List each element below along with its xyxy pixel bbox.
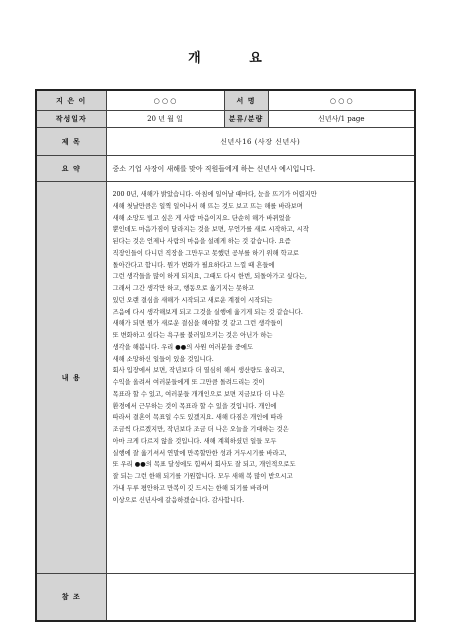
author-row: [36, 90, 415, 111]
content-line: 그런 생각들을 많이 하게 되지요, 그때도 다시 한번, 되돌아가고 싶다는,: [112, 273, 307, 281]
reference-row: [36, 574, 415, 622]
content-line: 이상으로 신년사에 갈음하겠습니다. 감사합니다.: [112, 496, 245, 504]
document-heading: 개 요: [188, 51, 284, 66]
content-line: 생각을 해봅니다. 우리 ●●의 사원 여러분들 중에도: [112, 343, 254, 351]
content-line: 환경에서 근무하는 것이 목표라 할 수 있을 것입니다. 개인에: [112, 402, 277, 410]
content-line: 수익을 올려서 여러분들에게 또 그만큼 돌려드리는 것이: [112, 379, 265, 386]
content-line: 또 변화하고 싶다는 욕구를 불러일으키는 것은 아닌가 하는: [112, 332, 273, 339]
content-line: 실행에 잘 옮기셔서 연말에 만족할만한 성과 거두시기를 바라고,: [112, 449, 287, 457]
content-line: 가내 두루 평안하고 만복이 깃 드시는 한해 되기를 바라며: [112, 484, 269, 492]
content-line: 직장인들이 다니던 직장을 그만두고 못했던 공부를 하기 위해 학교로: [112, 249, 299, 257]
content-line: 돌아간다고 합니다. 뭔가 변화가 필요하다고 느낄 때 흔들에: [112, 261, 275, 269]
content-line: 또 우리 ●●의 목표 달성에도 힘써서 회사도 잘 되고, 개인적으로도: [112, 461, 296, 469]
signature-label: 서 명: [224, 90, 268, 111]
category-label: 분류/분량: [224, 111, 268, 128]
summary-form-table: [35, 89, 416, 622]
content-line: 새해 소망하신 일들이 있을 것입니다.: [112, 355, 214, 363]
content-label: 내 용: [36, 182, 106, 574]
content-line: 새해 첫날만큼은 일찍 일어나서 해 뜨는 것도 보고 뜨는 해를 바라보며: [112, 202, 303, 210]
subject-label: 제 목: [36, 128, 106, 156]
reference-value: [106, 574, 415, 622]
content-body: [106, 182, 415, 574]
category-value: 신년사/1 page: [268, 111, 415, 128]
content-line: 된다는 것은 언제나 사람의 마음을 설레게 하는 것 같습니다. 요즘: [112, 238, 291, 245]
content-line: 새해 소망도 빌고 싶은 게 사람 마음이지요. 단순히 해가 바뀌었을: [112, 214, 291, 222]
content-line: 아마 크게 다르지 않을 것입니다. 새해 계획하셨던 일들 모두: [112, 437, 277, 445]
date-label: 작성일자: [36, 111, 106, 128]
content-line: 있던 오랜 결심을 새해가 시작되고 새로운 계절이 시작되는: [112, 296, 273, 304]
content-line: 잘 되는 그런 한해 되기를 기원합니다. 모두 새해 복 많이 받으시고: [112, 473, 293, 480]
content-row: [36, 182, 415, 574]
content-lines: [113, 189, 409, 506]
reference-label: 참 조: [36, 574, 106, 622]
summary-value: 중소 기업 사장이 새해를 맞아 직원들에게 하는 신년사 예시입니다.: [106, 156, 415, 182]
summary-row: [36, 156, 415, 182]
date-row: [36, 111, 415, 128]
content-line: 목표라 할 수 있고, 여러분들 개개인으로 보면 지금보다 더 나은: [112, 390, 285, 398]
subject-value: 신년사16 (사장 신년사): [106, 128, 415, 156]
content-line: 조금씩 다르겠지만, 작년보다 조금 더 나은 오늘을 기대하는 것은: [112, 426, 289, 433]
author-value: ○ ○ ○: [106, 90, 224, 111]
content-line: 그래서 그간 생각만 하고, 행동으로 옮기지는 못하고: [112, 285, 255, 292]
signature-value: ○ ○ ○: [268, 90, 415, 111]
author-label: 지 은 이: [36, 90, 106, 111]
content-line: 새해가 되면 뭔가 새로운 결심을 해야할 것 같고 그런 생각들이: [112, 320, 283, 328]
subject-row: [36, 128, 415, 156]
content-line: 회사 입장에서 보면, 작년보다 더 열심히 해서 생산량도 올리고,: [112, 367, 285, 375]
content-line: 200 0년, 새해가 밝았습니다. 아침에 일어날 때마다, 눈을 뜨기가 어렵지만: [112, 191, 317, 198]
content-line: 뿐인데도 마음가짐이 달라지는 것을 보면, 무언가를 새로 시작하고, 시작: [112, 226, 309, 234]
date-value: 20 년 월 일: [106, 111, 224, 128]
content-line: 즈음에 다시 생각해보게 되고 그것을 실행에 옮기게 되는 것 같습니다.: [112, 308, 303, 316]
content-line: 따라서 결혼이 목표일 수도 있겠지요. 새해 다짐은 개인에 따라: [112, 414, 283, 422]
summary-label: 요 약: [36, 156, 106, 182]
